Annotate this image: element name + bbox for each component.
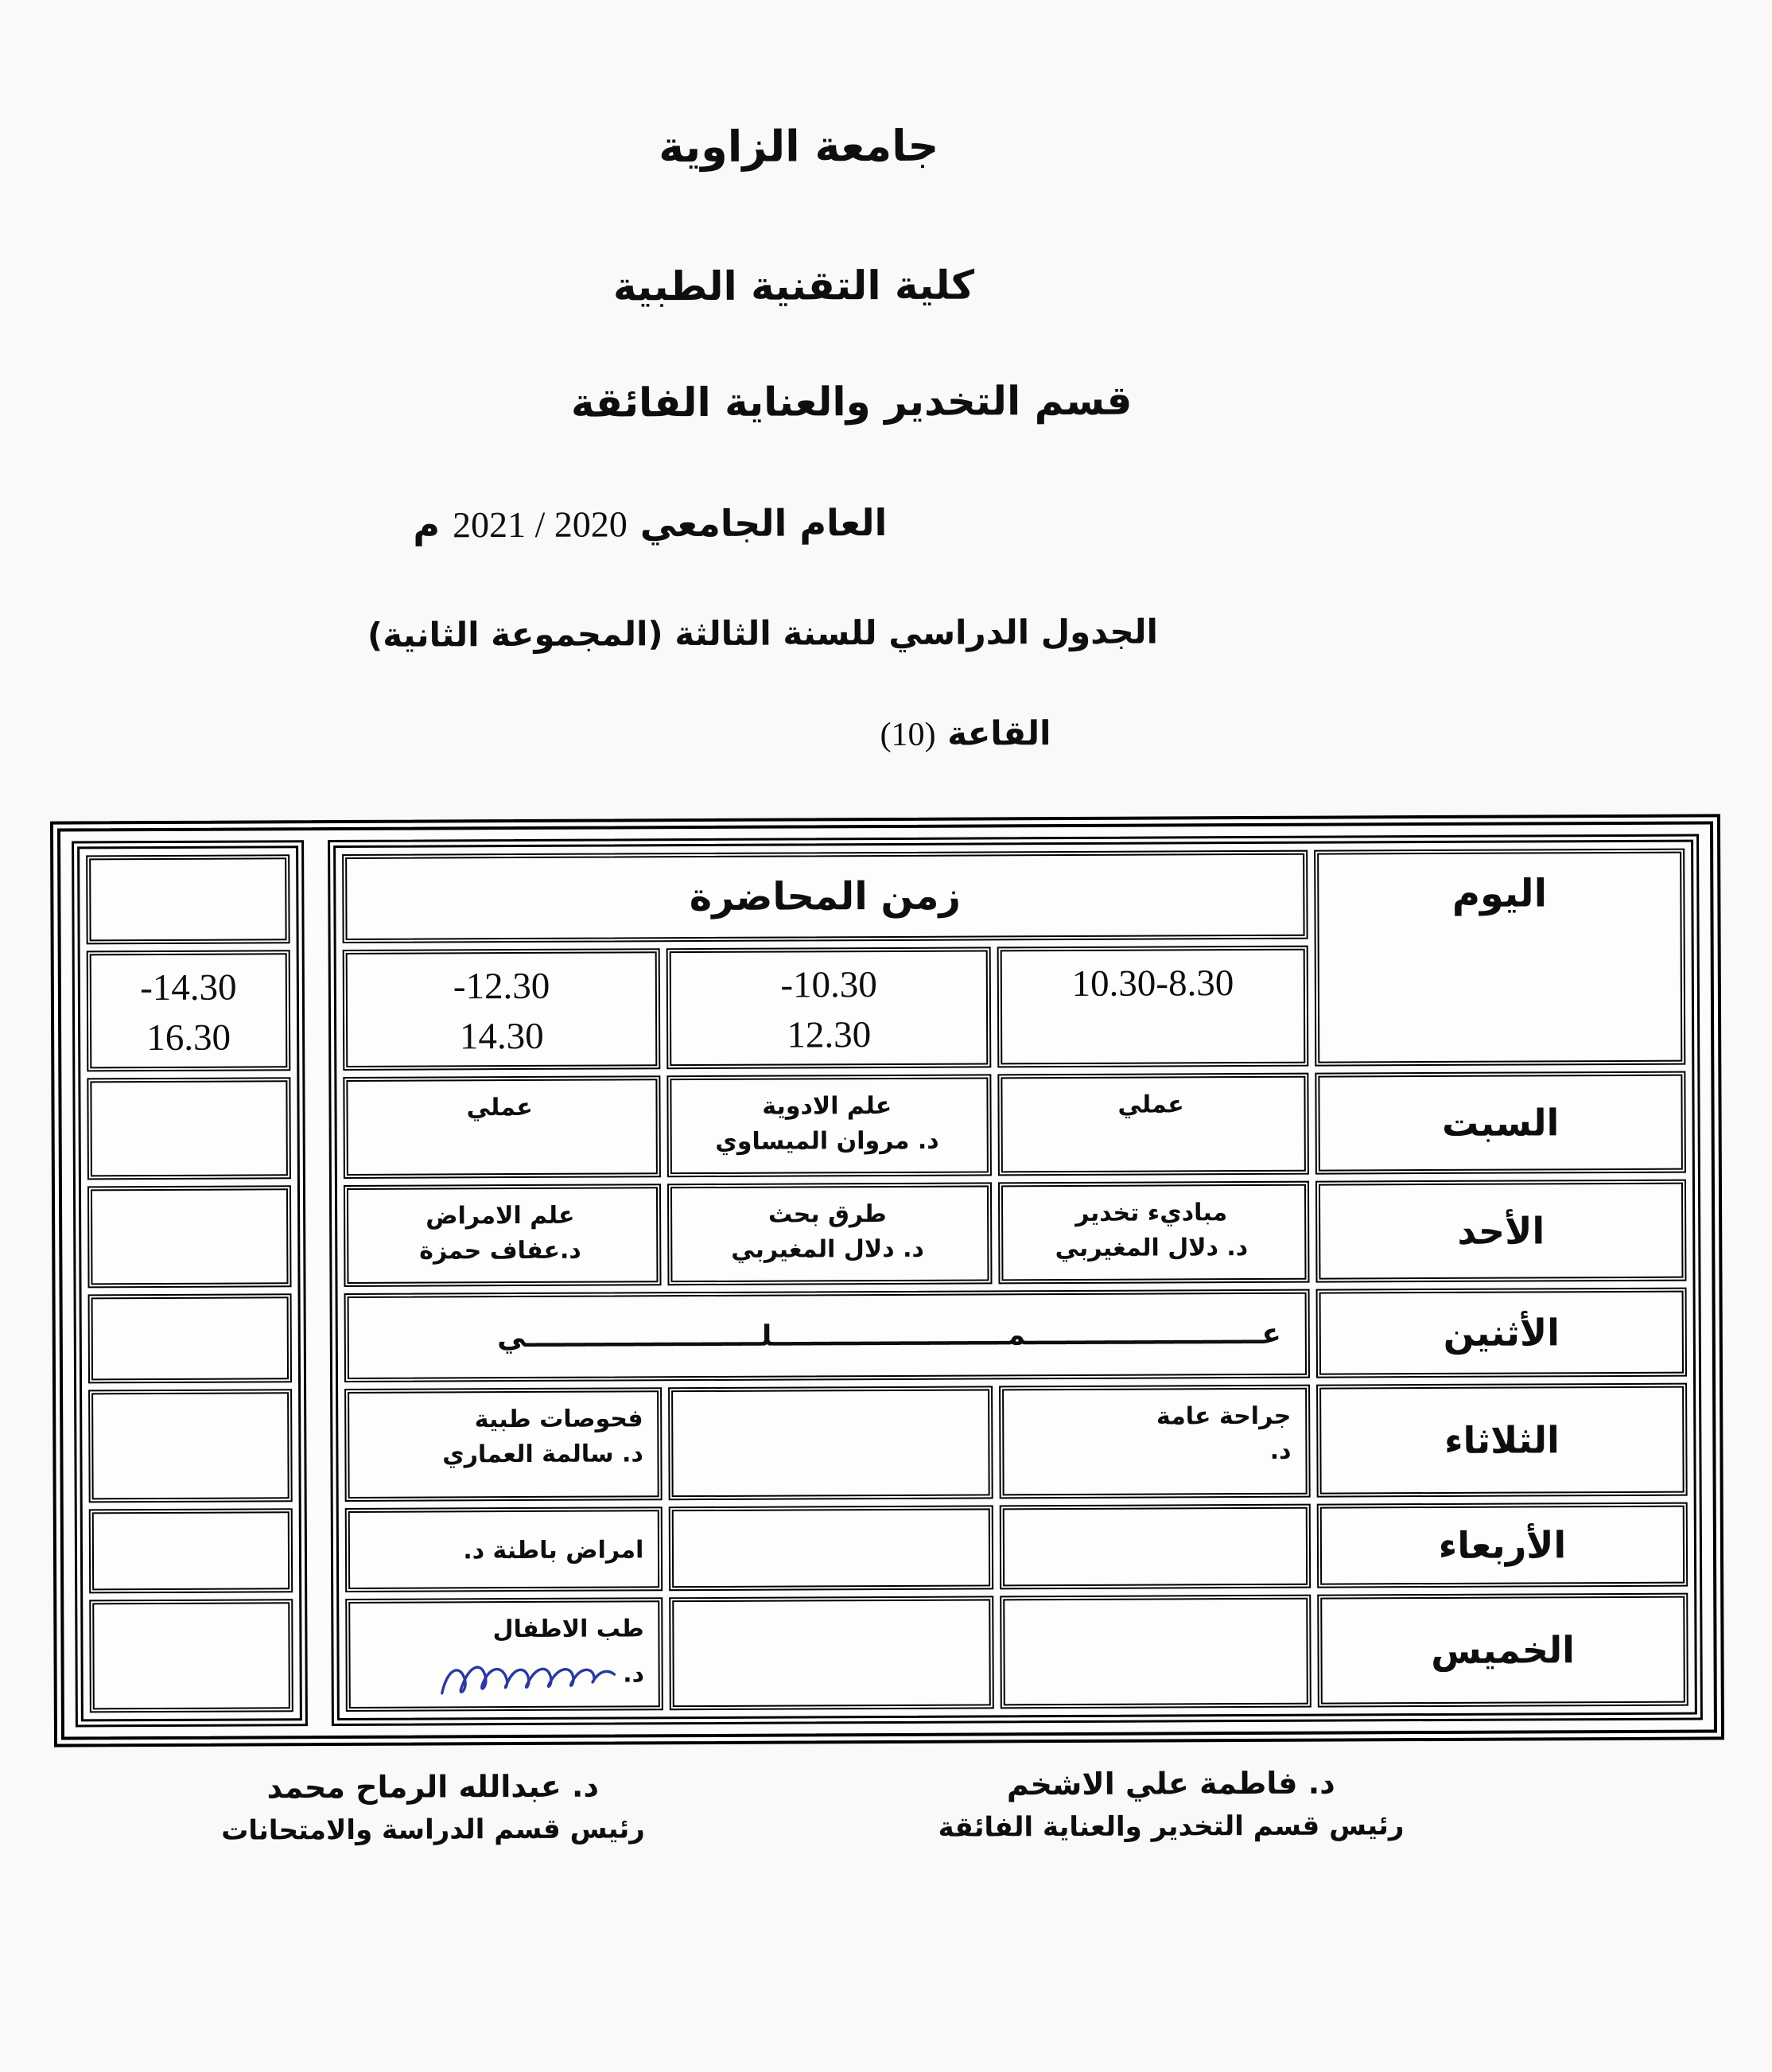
subject: امراض باطنة د. bbox=[464, 1536, 645, 1565]
day-label: الأربعاء bbox=[1439, 1523, 1568, 1567]
strip-header-empty bbox=[87, 854, 290, 944]
teacher: د. دلال المغيربي bbox=[1055, 1233, 1249, 1262]
late-slot-strip bbox=[72, 840, 309, 1727]
cell-monday-slot4-empty bbox=[89, 1293, 293, 1383]
signer-name: د. عبدالله الرماح محمد bbox=[267, 1768, 600, 1806]
cell-wednesday-slot3 bbox=[346, 1506, 664, 1592]
time-slot-4-line2: 16.30 bbox=[147, 1017, 232, 1059]
hall-number: (10) bbox=[880, 716, 937, 753]
handwritten-name-scribble bbox=[433, 1637, 621, 1709]
schedule-title: الجدول الدراسي للسنة الثالثة (المجموعة الثانية) bbox=[367, 612, 1160, 655]
cell-saturday-slot1 bbox=[998, 1073, 1310, 1176]
hall-label: القاعة bbox=[948, 713, 1052, 753]
time-slot-1230-1430 bbox=[344, 948, 662, 1071]
stretched-practical-label: عــــــــــــــــــــــــمــــــــــــــــــــــــلــــــــــــــــــــــــي bbox=[498, 1317, 1282, 1354]
time-slot-2-line2: 12.30 bbox=[787, 1014, 872, 1056]
day-label: السبت bbox=[1442, 1101, 1560, 1145]
day-monday bbox=[1317, 1288, 1688, 1378]
time-slot-4-line1: -14.30 bbox=[141, 966, 238, 1009]
cell-thursday-slot3 bbox=[346, 1597, 664, 1712]
time-slot-830-1030 bbox=[998, 946, 1310, 1068]
day-header-label: اليوم bbox=[1452, 871, 1549, 916]
cell-tuesday-slot4-empty bbox=[89, 1389, 293, 1502]
subject: علم الامراض bbox=[426, 1201, 576, 1230]
cell-saturday-slot4-empty bbox=[87, 1077, 292, 1180]
cell-thursday-slot4-empty bbox=[90, 1599, 294, 1712]
cell-sunday-slot2 bbox=[668, 1182, 993, 1285]
time-slot-1-line: 10.30-8.30 bbox=[1072, 962, 1235, 1005]
subject: عملي bbox=[1118, 1090, 1185, 1119]
cell-saturday-slot2 bbox=[668, 1074, 993, 1177]
signature-anesthesia-head bbox=[837, 1765, 1506, 1845]
cell-thursday-slot1-empty bbox=[1001, 1595, 1312, 1709]
signer-role: رئيس قسم التخدير والعناية الفائقة bbox=[938, 1810, 1405, 1844]
cell-sunday-slot3 bbox=[344, 1184, 663, 1287]
subject: طب الاطفال bbox=[493, 1615, 645, 1644]
teacher-line bbox=[360, 1646, 645, 1689]
day-label: الأحد bbox=[1458, 1209, 1546, 1253]
signatures bbox=[4, 1763, 1772, 1848]
cell-tuesday-slot3 bbox=[345, 1387, 663, 1502]
subject: فحوصات طبية bbox=[475, 1405, 644, 1434]
signer-role: رئيس قسم الدراسة والامتحانات bbox=[222, 1813, 646, 1847]
hall-line bbox=[0, 713, 1052, 760]
cell-wednesday-slot1-empty bbox=[1001, 1504, 1312, 1590]
day-thursday bbox=[1318, 1593, 1689, 1708]
time-slot-1430-1630 bbox=[87, 950, 292, 1071]
day-tuesday bbox=[1317, 1383, 1688, 1498]
day-sunday bbox=[1316, 1180, 1687, 1283]
teacher: د.عفاف حمزة bbox=[420, 1236, 582, 1265]
cell-wednesday-slot2-empty bbox=[670, 1505, 994, 1591]
time-header-label: زمن المحاضرة bbox=[690, 873, 962, 920]
late-slot-table bbox=[72, 840, 309, 1727]
day-saturday bbox=[1315, 1071, 1686, 1175]
teacher: د. دلال المغيربي bbox=[732, 1234, 925, 1264]
day-wednesday bbox=[1318, 1502, 1688, 1588]
cell-monday-merged-practical bbox=[345, 1289, 1312, 1382]
subject: مباديء تخدير bbox=[1076, 1199, 1229, 1227]
signature-study-exams-head bbox=[99, 1768, 767, 1848]
cell-sunday-slot1 bbox=[999, 1181, 1311, 1285]
timetable-outer-frame bbox=[51, 814, 1725, 1747]
cell-sunday-slot4-empty bbox=[88, 1185, 293, 1288]
time-slot-1030-1230 bbox=[667, 947, 992, 1069]
academic-year-line bbox=[0, 500, 888, 549]
timetable bbox=[328, 834, 1704, 1727]
subject: عملي bbox=[467, 1093, 534, 1122]
time-slot-2-line1: -10.30 bbox=[781, 964, 878, 1006]
university-title: جامعة الزاوية bbox=[659, 120, 940, 173]
cell-tuesday-slot1 bbox=[1000, 1385, 1312, 1499]
academic-year-value: 2020 / 2021 bbox=[453, 503, 628, 545]
teacher: د. bbox=[1270, 1436, 1292, 1465]
lecture-time-header bbox=[343, 850, 1309, 943]
day-label: الثلاثاء bbox=[1444, 1418, 1560, 1462]
teacher: د. مروان الميساوي bbox=[716, 1126, 940, 1156]
academic-year-suffix: م bbox=[414, 502, 441, 546]
time-slot-3-line1: -12.30 bbox=[453, 965, 551, 1008]
cell-wednesday-slot4-empty bbox=[90, 1508, 293, 1593]
day-label: الأثنين bbox=[1444, 1311, 1561, 1355]
college-title: كلية التقنية الطبية bbox=[613, 262, 976, 309]
subject: طرق بحث bbox=[768, 1199, 888, 1229]
teacher: د. سالمة العماري bbox=[443, 1439, 644, 1468]
cell-saturday-slot3 bbox=[344, 1075, 662, 1179]
teacher: د. bbox=[624, 1659, 646, 1688]
subject: جراحة عامة bbox=[1156, 1401, 1292, 1431]
subject: علم الادوية bbox=[763, 1091, 893, 1121]
signer-name: د. فاطمة علي الاشخم bbox=[1007, 1765, 1336, 1802]
cell-thursday-slot2-empty bbox=[670, 1596, 995, 1710]
academic-year-label: العام الجامعي bbox=[640, 500, 888, 545]
cell-tuesday-slot2-empty bbox=[669, 1386, 993, 1500]
department-title: قسم التخدير والعناية الفائقة bbox=[571, 377, 1133, 426]
day-label: الخميس bbox=[1432, 1628, 1576, 1673]
time-slot-3-line2: 14.30 bbox=[460, 1016, 545, 1058]
day-column-header bbox=[1315, 849, 1686, 1067]
